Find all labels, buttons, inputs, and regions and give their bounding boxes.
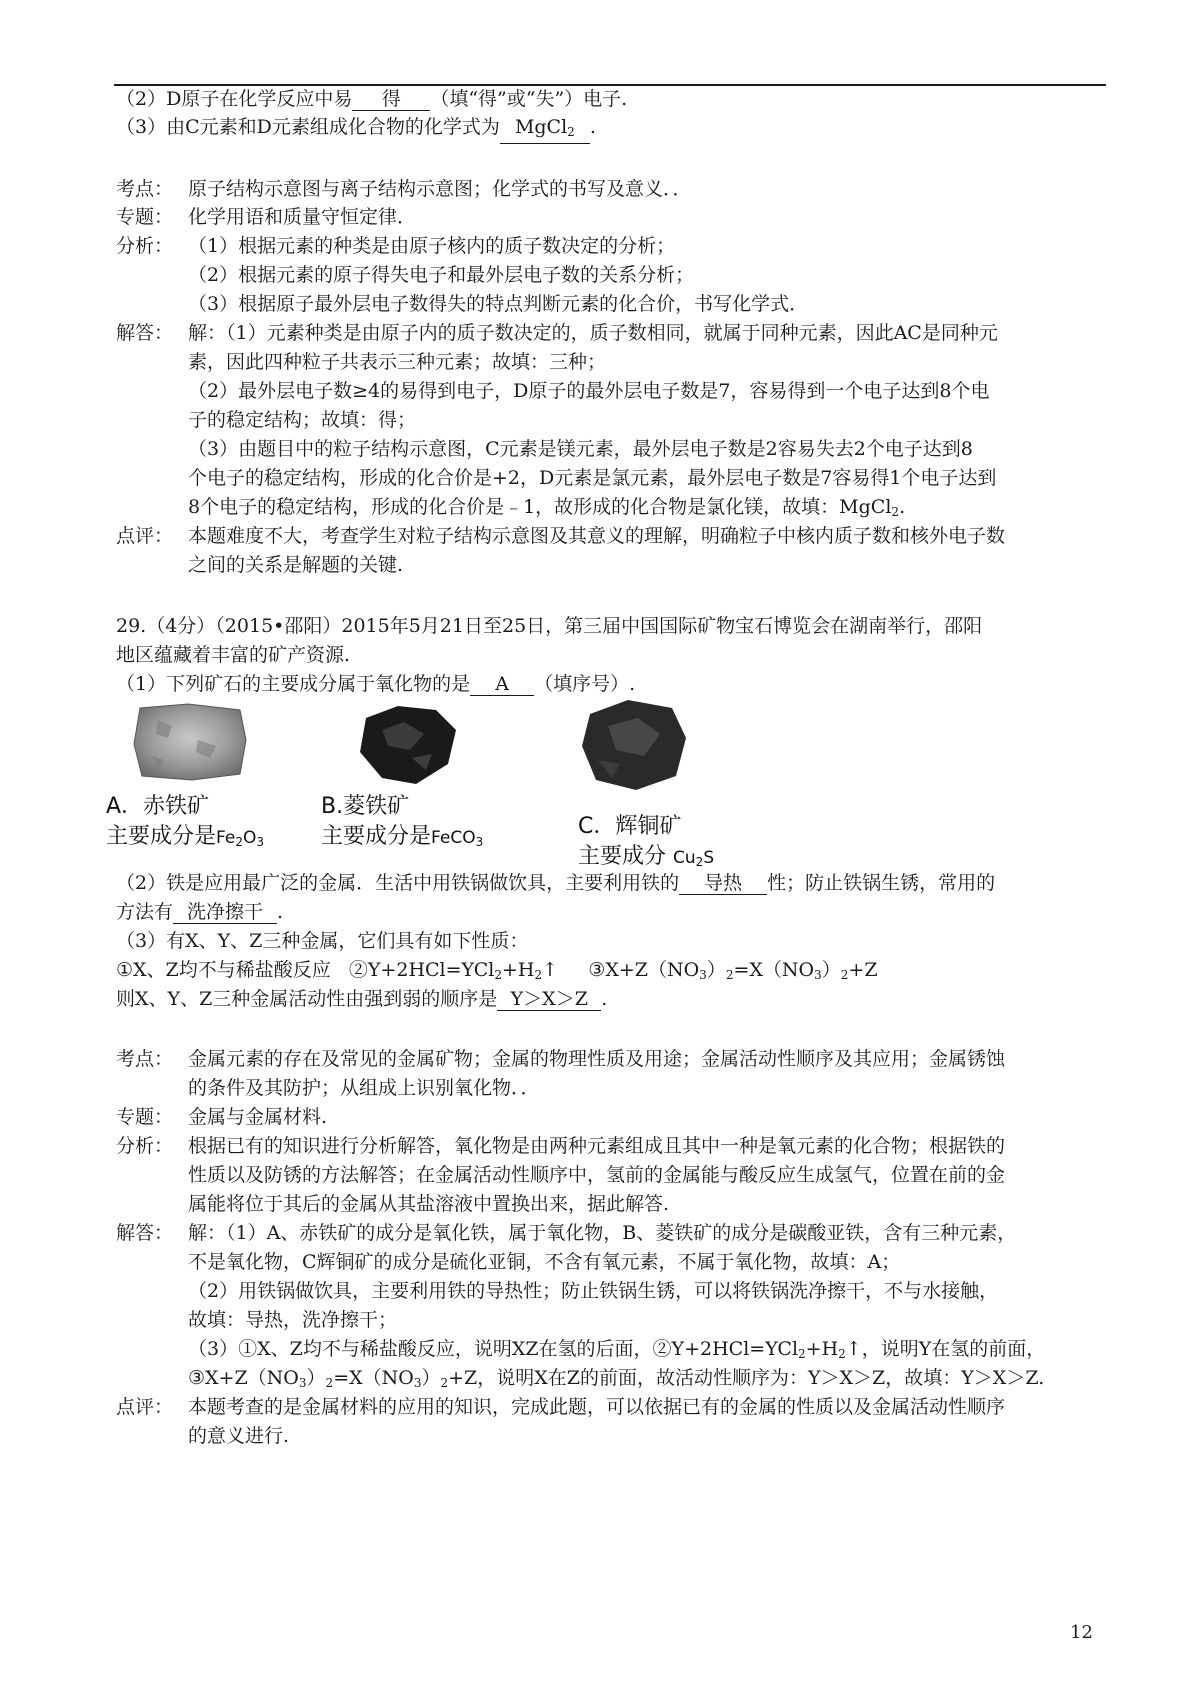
q29-part3-props: ①X、Z均不与稀盐酸反应 $②Y+2HCl=YCl_2+H_2↑$ $③X+Z(NO_3)_2=X(NO_3)_2+Z$ <box>116 959 878 982</box>
s29-jieda-line: 不是氧化物，C辉铜矿的成分是硫化亚铜，不含有氧元素，不属于氧化物，故填：A； <box>188 1251 901 1273</box>
s28-jieda-line: （2）最外层电子数≥4的易得到电子，D原子的最外层电子数是7，容易得到一个电子达到8个电 <box>188 380 990 402</box>
siderite-image <box>352 700 462 790</box>
mineral-b-name: B.菱铁矿 <box>321 794 410 819</box>
s29-fenxi-label: 分析： <box>116 1135 174 1157</box>
s28-jieda-line: （3）由题目中的粒子结构示意图，C元素是镁元素，最外层电子数是2容易失去2个电子达到8 <box>188 438 973 460</box>
q29-answer-2b: 洗净擦干 <box>173 901 277 924</box>
s28-kaodian: 原子结构示意图与离子结构示意图；化学式的书写及意义．． <box>188 178 692 200</box>
s28-fenxi-line: （3）根据原子最外层电子数得失的特点判断元素的化合价，书写化学式． <box>188 293 809 315</box>
s29-jieda-line: $③X+Z(NO_3)_2=X(NO_3)_2+Z$，说明X在Z的前面，故活动性顺序为：Y＞X＞Z，故填：Y＞X＞Z. <box>188 1367 1045 1390</box>
q29-part2-line1: （2）铁是应用最广泛的金属．生活中用铁锅做饮具，主要利用铁的 导热 性；防止铁锅生锈，常用的 <box>116 872 996 894</box>
s29-zhuanti-label: 专题： <box>116 1106 174 1128</box>
mineral-c-name: C．辉铜矿 <box>578 814 682 839</box>
q29-part2-line2: 方法有 洗净擦干 . <box>116 901 284 923</box>
s29-kaodian-line: 金属元素的存在及常见的金属矿物；金属的物理性质及用途；金属活动性顺序及其应用；金属锈蚀 <box>188 1048 1006 1070</box>
page-number: 12 <box>1070 1622 1093 1643</box>
q29-stem-line: 29.（4分）（2015•邵阳）2015年5月21日至25日，第三届中国国际矿物宝石博览会在湖南举行，邵阳 <box>116 615 983 637</box>
q29-part3-intro: （3）有X、Y、Z三种金属，它们具有如下性质： <box>116 930 529 952</box>
q29-stem-line: 地区蕴藏着丰富的矿产资源. <box>116 644 351 666</box>
s29-fenxi-line: 根据已有的知识进行分析解答，氧化物是由两种元素组成且其中一种是氧元素的化合物；根据铁的 <box>188 1135 1006 1157</box>
s28-jieda-line: 子的稳定结构；故填：得； <box>188 409 417 431</box>
s28-dianping-line: 之间的关系是解题的关键. <box>188 554 404 576</box>
s29-jieda-line: （2）用铁锅做饮具，主要利用铁的导热性；防止铁锅生锈，可以将铁锅洗净擦干，不与水接触， <box>188 1280 999 1302</box>
s29-zhuanti: 金属与金属材料. <box>188 1106 328 1128</box>
s29-dianping-line: 的意义进行. <box>188 1425 290 1447</box>
q29-answer-1: A <box>470 673 534 696</box>
q29-part3-question: 则X、Y、Z三种金属活动性由强到弱的顺序是 Y＞X＞Z . <box>116 988 608 1010</box>
s29-jieda-label: 解答： <box>116 1222 174 1244</box>
s28-jieda-line: 8个电子的稳定结构，形成的化合价是﹣1，故形成的化合物是氯化镁，故填：MgCl$_2$. <box>188 496 906 519</box>
s28-jieda-line: 素，因此四种粒子共表示三种元素；故填：三种； <box>188 351 607 373</box>
s29-dianping-line: 本题考查的是金属材料的应用的知识，完成此题，可以依据已有的金属的性质以及金属活动性顺序 <box>188 1396 1006 1418</box>
s28-zhuanti-label: 专题： <box>116 206 174 228</box>
s28-jieda-label: 解答： <box>116 322 174 344</box>
s29-jieda-line: 解：（1）A、赤铁矿的成分是氧化铁，属于氧化物，B、菱铁矿的成分是碳酸亚铁，含有三种元素， <box>188 1222 1017 1244</box>
mineral-b-formula: 主要成分是FeCO$_3$ <box>321 824 484 849</box>
s29-kaodian-line: 的条件及其防护；从组成上识别氧化物．． <box>188 1077 540 1099</box>
chalcocite-image <box>578 694 690 794</box>
s28-zhuanti: 化学用语和质量守恒定律． <box>188 206 417 228</box>
s28-fenxi-label: 分析： <box>116 235 174 257</box>
s28-fenxi-line: （2）根据元素的原子得失电子和最外层电子数的关系分析； <box>188 264 695 286</box>
s28-jieda-line: 解：（1）元素种类是由原子内的质子数决定的，质子数相同，就属于同种元素，因此AC是同种元 <box>188 322 998 344</box>
s29-fenxi-line: 性质以及防锈的方法解答；在金属活动性顺序中，氢前的金属能与酸反应生成氢气，位置在前的金 <box>188 1164 1006 1186</box>
s29-kaodian-label: 考点： <box>116 1048 174 1070</box>
q29-answer-2a: 导热 <box>679 872 767 895</box>
q28-part2: （2）D原子在化学反应中易 得 （填“得”或“失”）电子. <box>116 88 628 110</box>
s29-fenxi-line: 属能将位于其后的金属从其盐溶液中置换出来，据此解答. <box>188 1193 670 1215</box>
mineral-c-formula: 主要成分 $Cu_2S$ <box>578 844 715 869</box>
s28-dianping-label: 点评： <box>116 525 174 547</box>
s29-jieda-line: 故填：导热，洗净擦干； <box>188 1309 398 1331</box>
mineral-a-name: A．赤铁矿 <box>106 794 210 819</box>
q29-part1: （1）下列矿石的主要成分属于氧化物的是 A （填序号）. <box>116 673 636 695</box>
mineral-a-formula: 主要成分是$Fe_2O_3$ <box>106 824 264 849</box>
s28-kaodian-label: 考点： <box>116 178 174 200</box>
q29-answer-3: Y＞X＞Z <box>497 988 601 1011</box>
s28-dianping-line: 本题难度不大，考查学生对粒子结构示意图及其意义的理解，明确粒子中核内质子数和核外电子数 <box>188 525 1006 547</box>
s29-dianping-label: 点评： <box>116 1396 174 1418</box>
s29-jieda-line: （3）①X、Z均不与稀盐酸反应，说明XZ在氢的后面，$②Y+2HCl=YCl_2+H_2↑$，说明Y在氢的前面， <box>188 1338 1046 1361</box>
q28-answer-3: MgCl$_2$ <box>500 116 590 144</box>
hematite-image <box>128 700 250 786</box>
q28-part3: （3）由C元素和D元素组成化合物的化学式为 MgCl$_2$ . <box>116 114 596 144</box>
s28-jieda-line: 个电子的稳定结构，形成的化合价是+2，D元素是氯元素，最外层电子数是7容易得1个电子达到 <box>188 467 997 489</box>
q28-answer-2: 得 <box>352 88 430 111</box>
s28-fenxi-line: （1）根据元素的种类是由原子核内的质子数决定的分析； <box>188 235 676 257</box>
